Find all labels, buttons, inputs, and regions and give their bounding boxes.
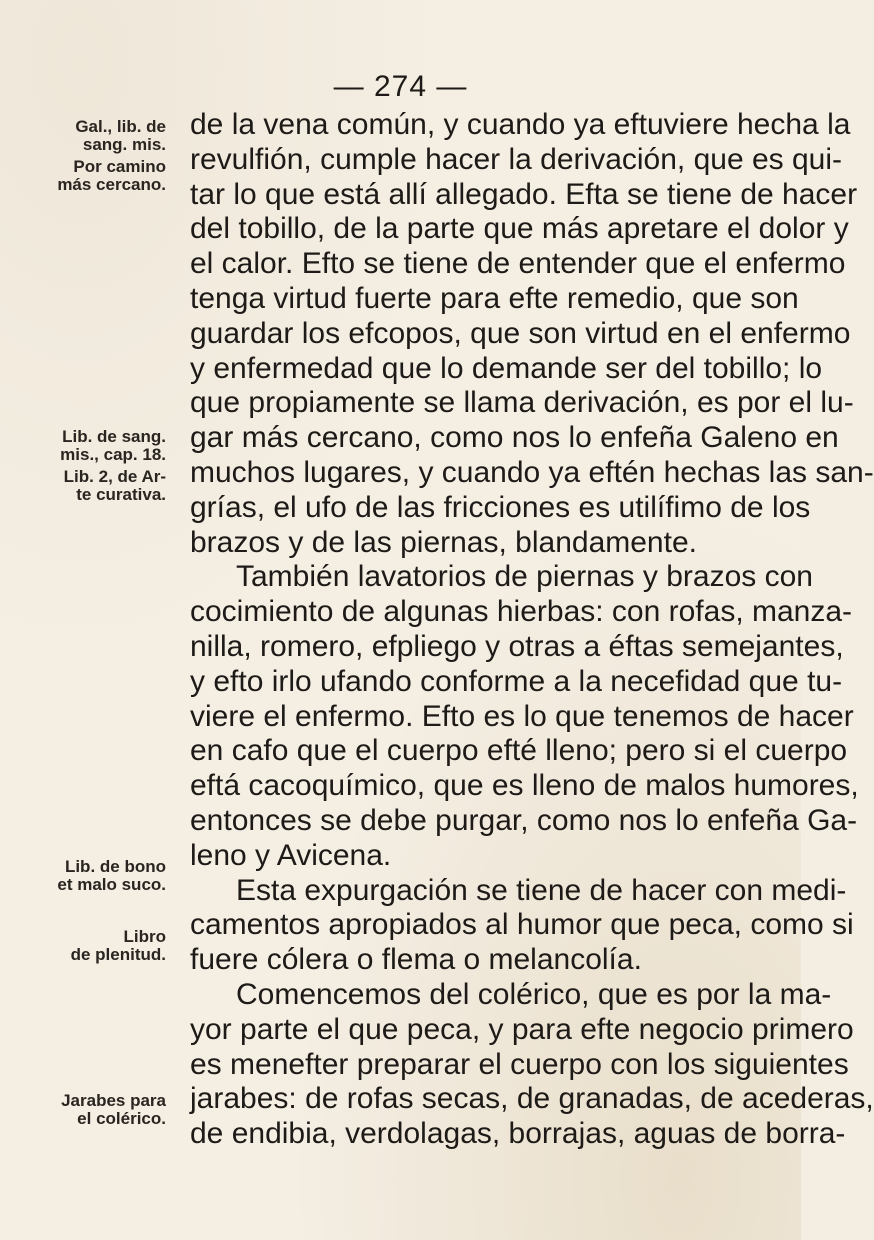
margin-note-line: Libro [123,927,166,946]
margin-note-line: mis., cap. 18. [60,445,166,464]
text-line: Esta expurgación se tiene de hacer con medi- [236,873,847,907]
text-line: fuere cólera o flema o melancolía. [190,943,642,977]
text-line: y efto irlo ufando conforme a la necefidad que tu- [190,664,843,698]
text-line: de la vena común, y cuando ya eftuviere hecha la [190,108,851,141]
margin-note-line: Jarabes para [61,1091,166,1110]
margin-note-line: más cercano. [57,175,166,194]
margin-note-line: Gal., lib. de [75,117,166,136]
text-line: viere el enfermo. Efto es lo que tenemos de hacer [190,699,854,733]
margin-note-line: sang. mis. [82,135,166,154]
text-line: tenga virtud fuerte para efte remedio, que son [190,281,799,315]
margin-note-galeno [18,118,166,194]
margin-note-line: Lib. de sang. [62,427,166,446]
text-line: También lavatorios de piernas y brazos con [236,560,813,594]
text-line: muchos lugares, y cuando ya eftén hechas las san- [190,455,874,489]
text-line: de endibia, verdolagas, borrajas, aguas de borra- [190,1117,846,1151]
text-line: brazos y de las piernas, blandamente. [190,525,697,559]
text-line: jarabes: de rofas secas, de granadas, de acederas, [190,1082,874,1116]
margin-note-line: de plenitud. [70,945,166,964]
margin-note-bono-malo [18,858,166,894]
text-line: Comencemos del colérico, que es por la ma- [236,977,832,1011]
text-line: que propiamente se llama derivación, es por el lu- [190,386,854,420]
text-line: yor parte el que peca, y para efte negocio primero [190,1012,854,1046]
margin-note-line: Lib. 2, de Ar- [63,467,166,486]
margin-note-line: Por camino [73,157,166,176]
text-line: camentos apropiados al humor que peca, como si [190,908,854,942]
text-line: entonces se debe purgar, como nos lo enfeña Ga- [190,803,858,837]
text-line: el calor. Efto se tiene de entender que el enfermo [190,247,846,281]
margin-note-plenitud [18,928,166,964]
margin-note-line: et malo suco. [57,875,166,894]
text-line: leno y Avicena. [190,838,392,872]
text-line: revulfión, cumple hacer la derivación, que es qui- [190,142,843,176]
text-line: grías, el ufo de las fricciones es utilífimo de los [190,490,811,524]
text-line: cocimiento de algunas hierbas: con rofas, manza- [190,595,853,629]
text-line: y enfermedad que lo demande ser del tobillo; lo [190,351,823,385]
text-line: en cafo que el cuerpo efté lleno; pero si el cuerpo [190,734,848,768]
margin-note-line: te curativa. [76,485,166,504]
margin-note-sangria [18,428,166,504]
margin-note-line: Lib. de bono [64,857,166,876]
text-line: guardar los efcopos, que son virtud en el enfermo [190,316,851,350]
text-line: gar más cercano, como nos lo enfeña Galeno en [190,421,839,455]
text-line: es menefter preparar el cuerpo con los siguientes [190,1047,849,1081]
text-line: del tobillo, de la parte que más apretare el dolor y [190,212,849,246]
margin-note-line: el colérico. [77,1109,166,1128]
margin-note-jarabes [18,1092,166,1128]
text-line: tar lo que está allí allegado. Efta se tiene de hacer [190,177,858,211]
text-line: nilla, romero, efpliego y otras a éftas semejantes, [190,629,844,663]
text-line: eftá cacoquímico, que es lleno de malos humores, [190,769,859,803]
page-number: — 274 — [333,70,468,103]
body-text [190,108,874,1152]
